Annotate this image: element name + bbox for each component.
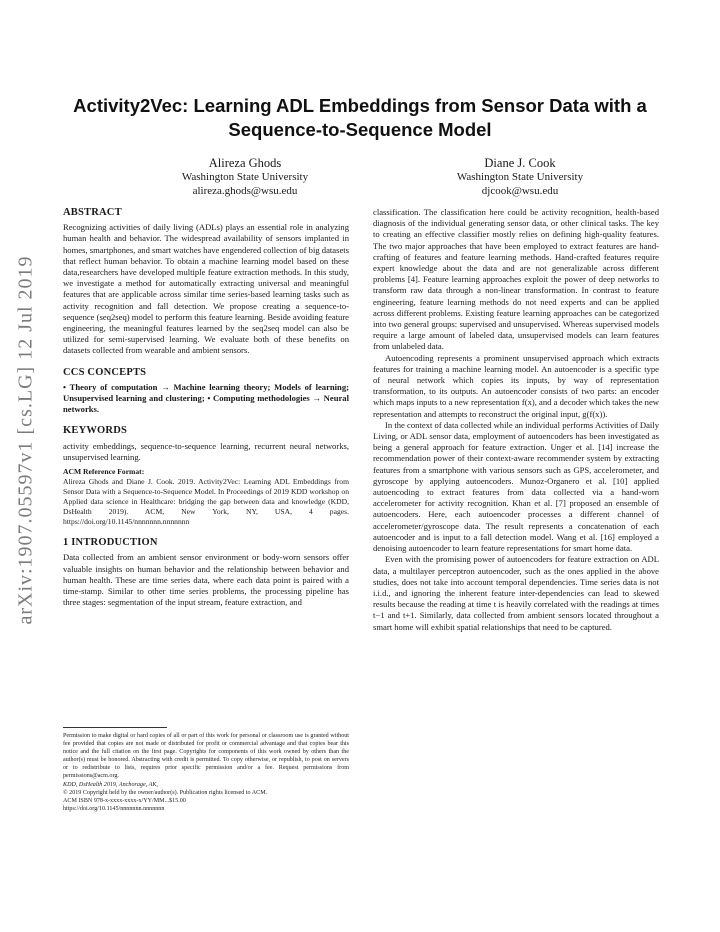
copyright-line: © 2019 Copyright held by the owner/author(s). Publication rights licensed to ACM. [63,789,268,796]
right-column [373,207,659,633]
footnote [63,727,349,813]
body-paragraph: classification. The classification here could be activity recognition, health-based diagnosis of the individual generating sensor data, or other clinical tasks. The key to creating an effective classifier mostly relies on defining high-quality features. The two major approaches that have been employed to extract features are hand-crafting of features and feature learning methods. Hand-crafted features require expert knowledge about the data and are not generalizable across different problems [4]. Feature learning approaches exploit the power of deep networks to transform raw data through a non-linear transformation. In contrast to feature engineering, feature learning methods do not need experts and can be applied across different problems. Existing feature learning approaches can be categorized into two general groups: supervised and unsupervised. Whereas supervised models require a large amount of labeled data, unsupervised models can learn features from unlabeled data. [373,207,659,352]
introduction-heading: 1 INTRODUCTION [63,537,158,549]
abstract-text: Recognizing activities of daily living (ADLs) plays an essential role in analyzing human health and behavior. The widespread availability of sensors implanted in homes, smartphones, and smart watches have engendered collection of big datasets that reflect human behavior. To obtain a machine learning model based on these data,researchers have developed multiple feature extraction methods. In this study, we investigate a method for automatically extracting universal and meaningful features that are applicable across similar time series-based learning tasks such as activity recognition and fall detection. We propose creating a sequence-to-sequence (seq2seq) model to perform this feature learning. Beside avoiding feature engineering, the meaningful features learned by the seq2seq model can also be utilized for semi-supervised learning. We evaluate both of these benefits on datasets collected from wearable and ambient sensors. [63,222,349,356]
introduction-paragraph: Data collected from an ambient sensor environment or body-worn sensors offer valuable insights on human behavior and the relationship between behavior and human health. These are time series data, where each data point is paired with a time-stamp. Similar to other time series problems, the processing pipeline has three stages: segmentation of the input stream, feature extraction, and [63,552,349,608]
keywords-heading: KEYWORDS [63,425,128,437]
ccs-text: • Theory of computation → Machine learning theory; Models of learning; Unsupervised learning and clustering; • Computing methodologies → Neural networks. [63,381,349,415]
author-email: djcook@wsu.edu [481,184,559,197]
body-paragraph: Autoencoding represents a prominent unsupervised approach which extracts features for training a machine learning model. An autoencoder is a specific type of neural network which copies its inputs, by way of representation transformation, to its outputs. An autoencoder consists of two parts: an encoder which maps inputs to a new representation f(x), and a decoder which takes the new representation and attempts to reconstruct the original input, g(f(x)). [373,352,659,419]
venue-line: KDD, DsHealth 2019, Anchorage, AK, [63,781,158,788]
author-affiliation: Washington State University [456,171,584,183]
arxiv-sidebar [0,0,48,932]
author-block [390,155,650,198]
body-paragraph: Even with the promising power of autoencoders for feature extraction on ADL data, a multilayer perceptron autoencoder, such as the ones applied in the above studies, does not take into account temporal dependencies. Time series data is not i.i.d., and ignoring the inherent feature inter-dependencies can lead to skewed results because the reading at time t is heavily correlated with the readings at times t−1 and t+1. Similarly, data collected from ambient sensors located throughout a smart home will exhibit spatial relationships that need to be captured. [373,554,659,632]
body-paragraph: In the context of data collected while an individual performs Activities of Daily Living, or ADL sensor data, employment of autoencoders has been investigated as being a general approach for feature extraction. Unger et al. [14] increase the recommendation power of their context-aware recommender system by extracting features from a smartphone with various sensors such as GPS, accelerometer, and gyroscope by applying autoencoders. Munoz-Organero et al. [10] applied autoencoding to extract features from data collected via a hand-worn accelerometer for activity recognition. Khan et al. [7] proposed an ensemble of autoencoders. Here, each autoencoder processes a different channel of accelerometer/gyroscope data. The result represents a concatenation of each autoencoder and is input to a fall detection model. Wang et al. [16] employed a denoising autoencoder to learn feature representations for smart home data. [373,419,659,554]
acm-reference-text: Alireza Ghods and Diane J. Cook. 2019. Activity2Vec: Learning ADL Embeddings from Sensor Data with a Sequence-to-Sequence Model. In Proceedings of 2019 KDD workshop on Applied data science in Healthcare: bridging the gap between data and knowledge (KDD, DsHealth 2019). ACM, New York, NY, USA, 4 pages. https://doi.org/10.1145/nnnnnnn.nnnnnnn [63,477,349,527]
footnote-rule [63,727,167,728]
left-column [63,207,349,608]
isbn-line: ACM ISBN 978-x-xxxx-xxxx-x/YY/MM...$15.00 [63,797,186,804]
permission-notice: Permission to make digital or hard copies of all or part of this work for personal or classroom use is granted without fee provided that copies are not made or distributed for profit or commercial advantage and that copies bear this notice and the full citation on the first page. Copyrights for components of this work owned by others than the author(s) must be honored. Abstracting with credit is permitted. To copy otherwise, or republish, to post on servers or to redistribute to lists, requires prior specific permission and/or a fee. Request permissions from permissions@acm.org. [63,733,349,780]
doi-line: https://doi.org/10.1145/nnnnnnn.nnnnnnn [63,805,165,812]
acm-reference-heading: ACM Reference Format: [63,467,145,477]
author-block [115,155,375,198]
paper-title: Activity2Vec: Learning ADL Embeddings from Sensor Data with a Sequence-to-Sequence Model [73,95,647,140]
author-email: alireza.ghods@wsu.edu [192,184,298,197]
ccs-heading: CCS CONCEPTS [63,366,147,378]
author-name: Alireza Ghods [208,156,282,170]
arxiv-identifier: arXiv:1907.05597v1 [cs.LG] 12 Jul 2019 [14,255,37,625]
author-affiliation: Washington State University [181,171,309,183]
author-name: Diane J. Cook [484,156,556,170]
keywords-text: activity embeddings, sequence-to-sequence learning, recurrent neural networks, unsupervised learning. [63,440,349,462]
abstract-heading: ABSTRACT [63,207,122,218]
